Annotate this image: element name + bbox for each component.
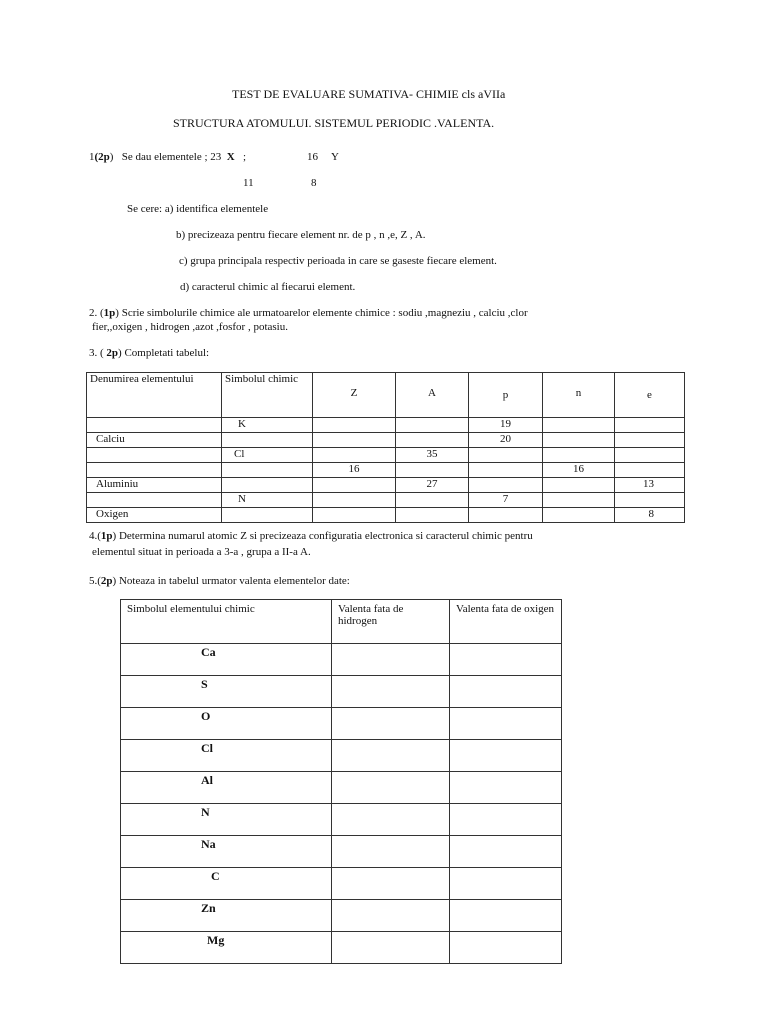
table-row — [121, 868, 562, 900]
answer-cell-hydrogen — [332, 804, 450, 836]
cell-symbol: Cl — [222, 448, 313, 463]
cell-p — [469, 463, 543, 478]
question-3-points: 2p — [106, 347, 119, 359]
symbol-cell: O — [121, 708, 332, 740]
question-1-text: Se dau elementele ; 23 — [121, 151, 222, 163]
answer-cell-hydrogen — [332, 708, 450, 740]
cell-symbol — [222, 508, 313, 523]
cell-z — [313, 478, 396, 493]
answer-cell-hydrogen — [332, 676, 450, 708]
cell-a: 27 — [396, 478, 469, 493]
cell-a — [396, 508, 469, 523]
header-a: A — [396, 373, 469, 418]
question-1-line — [89, 151, 246, 163]
answer-cell-hydrogen — [332, 836, 450, 868]
question-2-line-1 — [89, 307, 528, 319]
table-row — [121, 772, 562, 804]
question-3-prefix: 3. ( — [89, 347, 104, 359]
question-1-d: d) caracterul chimic al fiecarui element. — [180, 281, 356, 293]
header-denumirea: Denumirea elementului — [87, 373, 222, 418]
question-5-points: 2p — [100, 575, 113, 587]
table-row — [121, 900, 562, 932]
symbol-cell: Cl — [121, 740, 332, 772]
answer-cell-hydrogen — [332, 932, 450, 964]
table-row — [121, 932, 562, 964]
question-1-b: b) precizeaza pentru fiecare element nr. de p , n ,e, Z , A. — [176, 229, 426, 241]
cell-name — [87, 463, 222, 478]
cell-e — [615, 493, 685, 508]
table-row — [121, 740, 562, 772]
cell-a: 35 — [396, 448, 469, 463]
page-subtitle: STRUCTURA ATOMULUI. SISTEMUL PERIODIC .VALENTA. — [173, 116, 495, 130]
cell-a — [396, 463, 469, 478]
cell-p: 20 — [469, 433, 543, 448]
element-y-atomic-number: 8 — [311, 177, 317, 189]
symbol-cell: Na — [121, 836, 332, 868]
header-e: e — [615, 373, 685, 418]
cell-p — [469, 448, 543, 463]
cell-p: 7 — [469, 493, 543, 508]
cell-n — [543, 508, 615, 523]
table-row — [121, 676, 562, 708]
table-row — [121, 708, 562, 740]
question-2-line-2: fier,,oxigen , hidrogen ,azot ,fosfor , potasiu. — [92, 321, 288, 333]
answer-cell-hydrogen — [332, 900, 450, 932]
symbol-cell: Al — [121, 772, 332, 804]
cell-symbol — [222, 463, 313, 478]
cell-n — [543, 418, 615, 433]
answer-cell-oxygen — [450, 772, 562, 804]
question-4-line-1 — [89, 530, 533, 542]
answer-cell-oxygen — [450, 932, 562, 964]
cell-e — [615, 448, 685, 463]
header-valence-oxygen: Valenta fata de oxigen — [450, 600, 562, 644]
symbol-cell: Zn — [121, 900, 332, 932]
cell-symbol — [222, 433, 313, 448]
cell-a — [396, 433, 469, 448]
page-title: TEST DE EVALUARE SUMATIVA- CHIMIE cls aVIIa — [232, 87, 506, 101]
question-4-points: 1p — [100, 530, 113, 542]
cell-name: Aluminiu — [87, 478, 222, 493]
answer-cell-oxygen — [450, 836, 562, 868]
cell-p: 19 — [469, 418, 543, 433]
question-3-line — [89, 347, 209, 359]
element-y-symbol: Y — [331, 151, 339, 163]
question-5-text: ) Noteaza in tabelul urmator valenta elementelor date: — [112, 575, 350, 587]
question-2-text: ) Scrie simbolurile chimice ale urmatoarelor elemente chimice : sodiu ,magneziu , calciu ,clor — [115, 307, 528, 319]
question-1-cere: Se cere: a) identifica elementele — [127, 203, 269, 215]
table-row — [87, 433, 685, 448]
element-x-atomic-number: 11 — [243, 177, 254, 189]
question-4-text: ) Determina numarul atomic Z si precizeaza configuratia electronica si caracterul chimic pentru — [112, 530, 533, 542]
answer-cell-oxygen — [450, 644, 562, 676]
cell-symbol — [222, 478, 313, 493]
table-header-row — [87, 373, 685, 418]
cell-z — [313, 493, 396, 508]
cell-n — [543, 493, 615, 508]
answer-cell-oxygen — [450, 676, 562, 708]
table-row — [87, 508, 685, 523]
valence-table — [120, 599, 562, 964]
cell-n: 16 — [543, 463, 615, 478]
header-simbolul: Simbolul chimic — [222, 373, 313, 418]
table-row — [87, 463, 685, 478]
cell-p — [469, 508, 543, 523]
cell-name — [87, 418, 222, 433]
answer-cell-hydrogen — [332, 868, 450, 900]
answer-cell-oxygen — [450, 708, 562, 740]
cell-name: Calciu — [87, 433, 222, 448]
symbol-cell: S — [121, 676, 332, 708]
header-p: p — [469, 373, 543, 418]
table-header-row — [121, 600, 562, 644]
cell-e: 13 — [615, 478, 685, 493]
question-3-text: ) Completati tabelul: — [118, 347, 210, 359]
cell-name: Oxigen — [87, 508, 222, 523]
table-row — [87, 478, 685, 493]
element-properties-table — [86, 372, 685, 523]
answer-cell-hydrogen — [332, 740, 450, 772]
table-row — [87, 418, 685, 433]
question-1-paren: ) — [109, 151, 114, 163]
question-4-line-2: elementul situat in perioada a 3-a , grupa a II-a A. — [92, 546, 311, 558]
cell-n — [543, 478, 615, 493]
header-z: Z — [313, 373, 396, 418]
cell-z — [313, 448, 396, 463]
question-1-points: (2p — [94, 151, 110, 163]
cell-n — [543, 433, 615, 448]
cell-e — [615, 463, 685, 478]
cell-p — [469, 478, 543, 493]
cell-symbol: N — [222, 493, 313, 508]
question-5-line — [89, 575, 350, 587]
cell-z — [313, 418, 396, 433]
answer-cell-hydrogen — [332, 772, 450, 804]
element-y-mass: 16 — [307, 151, 318, 163]
cell-symbol: K — [222, 418, 313, 433]
table-row — [121, 836, 562, 868]
table-row — [121, 644, 562, 676]
table-row — [87, 493, 685, 508]
symbol-cell: Mg — [121, 932, 332, 964]
header-symbol: Simbolul elementului chimic — [121, 600, 332, 644]
cell-name — [87, 493, 222, 508]
question-4-prefix: 4.( — [89, 530, 101, 542]
cell-e: 8 — [615, 508, 685, 523]
question-2-points: 1p — [103, 307, 116, 319]
question-1-number: 1 — [89, 151, 95, 163]
cell-z — [313, 508, 396, 523]
element-x-symbol: X — [226, 151, 235, 163]
cell-e — [615, 418, 685, 433]
question-5-prefix: 5.( — [89, 575, 101, 587]
cell-z — [313, 433, 396, 448]
symbol-cell: Ca — [121, 644, 332, 676]
symbol-cell: C — [121, 868, 332, 900]
cell-name — [87, 448, 222, 463]
table-row — [121, 804, 562, 836]
header-n: n — [543, 373, 615, 418]
cell-e — [615, 433, 685, 448]
table-row — [87, 448, 685, 463]
answer-cell-oxygen — [450, 804, 562, 836]
cell-a — [396, 418, 469, 433]
answer-cell-oxygen — [450, 740, 562, 772]
question-1-separator: ; — [242, 151, 247, 163]
symbol-cell: N — [121, 804, 332, 836]
question-1-c: c) grupa principala respectiv perioada in care se gaseste fiecare element. — [179, 255, 497, 267]
question-2-prefix: 2. ( — [89, 307, 104, 319]
cell-a — [396, 493, 469, 508]
header-valence-hydrogen: Valenta fata de hidrogen — [332, 600, 450, 644]
answer-cell-oxygen — [450, 868, 562, 900]
cell-n — [543, 448, 615, 463]
answer-cell-hydrogen — [332, 644, 450, 676]
cell-z: 16 — [313, 463, 396, 478]
answer-cell-oxygen — [450, 900, 562, 932]
